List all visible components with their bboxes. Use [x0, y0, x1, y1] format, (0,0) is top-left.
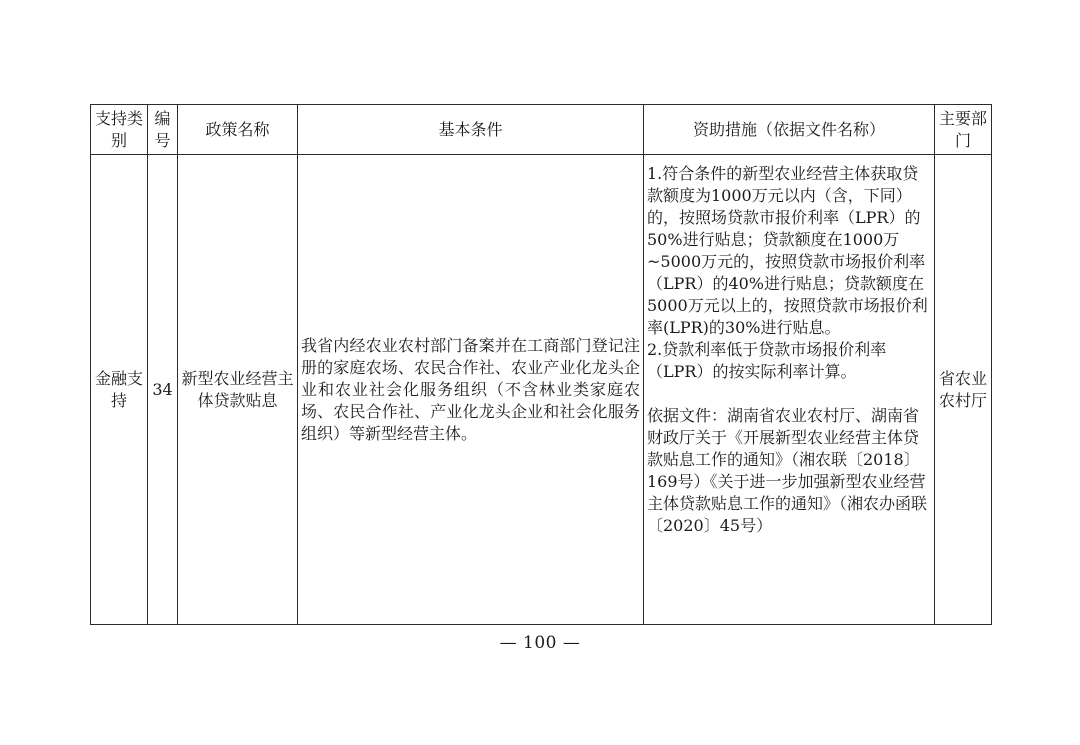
header-policy-name: 政策名称	[178, 105, 298, 155]
basis-documents: 依据文件：湖南省农业农村厅、湖南省财政厅关于《开展新型农业经营主体贷款贴息工作的通知》（湘农联〔2018〕169号）《关于进一步加强新型农业经营主体贷款贴息工作的通知》（湘农办函联〔2020〕45号）	[647, 406, 928, 535]
header-basic-conditions: 基本条件	[298, 105, 644, 155]
cell-number: 34	[148, 155, 178, 625]
cell-basic-conditions: 我省内经农业农村部门备案并在工商部门登记注册的家庭农场、农民合作社、农业产业化龙头企业和农业社会化服务组织（不含林业类家庭农场、农民合作社、产业化龙头企业和社会化服务组织）等新型经营主体。	[298, 155, 644, 625]
header-department: 主要部门	[935, 105, 992, 155]
measure-item-2: 2.贷款利率低于贷款市场报价利率（LPR）的按实际利率计算。	[647, 340, 887, 381]
header-number: 编号	[148, 105, 178, 155]
cell-category: 金融支持	[91, 155, 148, 625]
table-row	[91, 155, 992, 625]
header-support-measures: 资助措施（依据文件名称）	[644, 105, 935, 155]
cell-support-measures	[644, 155, 935, 625]
table-header-row	[91, 105, 992, 155]
policy-table	[90, 104, 992, 625]
measure-item-1: 1.符合条件的新型农业经营主体获取贷款额度为1000万元以内（含，下同）的，按照场贷款市报价利率（LPR）的50%进行贴息；贷款额度在1000万~5000万元的，按照贷款市场报价利率（LPR）的40%进行贴息；贷款额度在5000万元以上的，按照贷款市场报价利率(LPR)的30%进行贴息。	[647, 164, 928, 337]
cell-department: 省农业农村厅	[935, 155, 992, 625]
page-number: — 100 —	[499, 633, 581, 653]
cell-policy-name: 新型农业经营主体贷款贴息	[178, 155, 298, 625]
header-category: 支持类别	[91, 105, 148, 155]
